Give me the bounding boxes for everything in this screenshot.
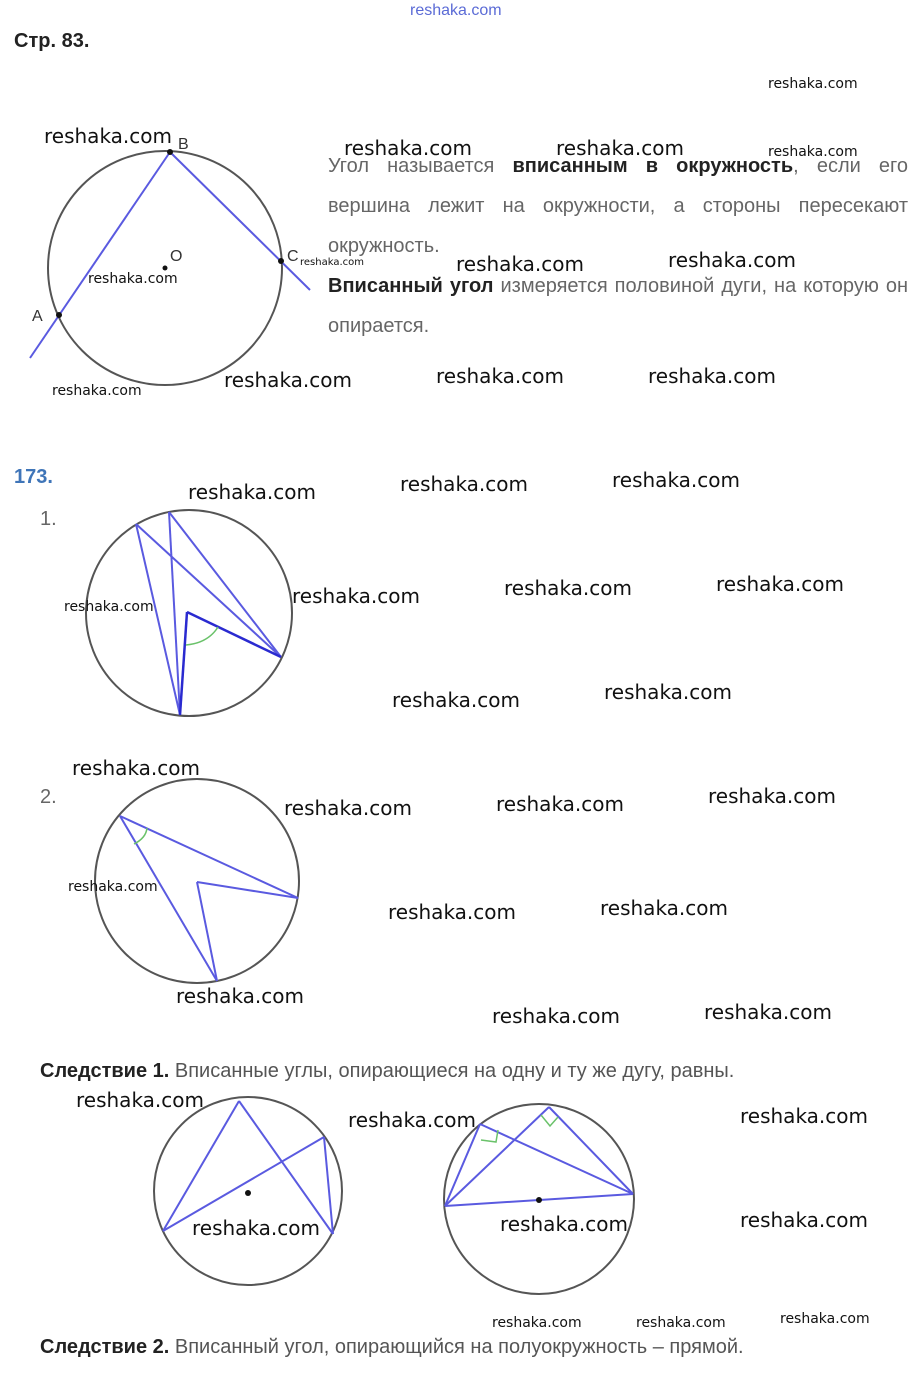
watermark: reshaka.com (44, 124, 172, 148)
watermark: reshaka.com (52, 383, 142, 399)
watermark: reshaka.com (68, 879, 158, 895)
watermark: reshaka.com (388, 900, 516, 924)
problem-number: 173. (14, 466, 53, 488)
watermark: reshaka.com (392, 688, 520, 712)
figure-corollary-1-a (150, 1095, 350, 1295)
item-2-label: 2. (40, 786, 57, 808)
watermark: reshaka.com (604, 680, 732, 704)
watermark: reshaka.com (636, 1315, 726, 1331)
label-b: B (178, 136, 189, 153)
label-c: C (287, 248, 299, 265)
watermark: reshaka.com (176, 984, 304, 1008)
watermark: reshaka.com (600, 896, 728, 920)
watermark: reshaka.com (492, 1315, 582, 1331)
watermark: reshaka.com (192, 1216, 320, 1240)
page-reference: Стр. 83. (14, 30, 90, 52)
watermark: reshaka.com (496, 792, 624, 816)
watermark: reshaka.com (716, 572, 844, 596)
watermark: reshaka.com (668, 248, 796, 272)
watermark: reshaka.com (64, 599, 154, 615)
watermark: reshaka.com (348, 1108, 476, 1132)
figure-inscribed-angle (0, 120, 330, 410)
watermark: reshaka.com (400, 472, 528, 496)
watermark: reshaka.com (292, 584, 420, 608)
watermark: reshaka.com (224, 368, 352, 392)
watermark: reshaka.com (780, 1311, 870, 1327)
watermark: reshaka.com (708, 784, 836, 808)
watermark: reshaka.com (740, 1104, 868, 1128)
watermark: reshaka.com (556, 136, 684, 160)
watermark: reshaka.com (740, 1208, 868, 1232)
watermark: reshaka.com (300, 257, 364, 268)
item-1-label: 1. (40, 508, 57, 530)
corollary-2: Следствие 2. Вписанный угол, опирающийся на полуокружность – прямой. (40, 1336, 744, 1358)
watermark: reshaka.com (76, 1088, 204, 1112)
watermark: reshaka.com (436, 364, 564, 388)
watermark: reshaka.com (768, 144, 858, 160)
watermark: reshaka.com (612, 468, 740, 492)
definition-text: Угол называется вписанным в окружность, если его вершина лежит на окружности, а стороны пересекают окружность. Вписанный угол измеряется половиной дуги, на которую он опирается. (328, 155, 908, 337)
watermark: reshaka.com (500, 1212, 628, 1236)
watermark: reshaka.com (284, 796, 412, 820)
watermark: reshaka.com (492, 1004, 620, 1028)
label-a: A (32, 308, 43, 325)
watermark: reshaka.com (188, 480, 316, 504)
label-o: O (170, 248, 183, 265)
watermark: reshaka.com (456, 252, 584, 276)
corollary-1: Следствие 1. Вписанные углы, опирающиеся на одну и ту же дугу, равны. (40, 1060, 735, 1082)
watermark: reshaka.com (344, 136, 472, 160)
watermark: reshaka.com (504, 576, 632, 600)
watermark: reshaka.com (88, 271, 178, 287)
watermark: reshaka.com (768, 76, 858, 92)
watermark: reshaka.com (704, 1000, 832, 1024)
watermark: reshaka.com (72, 756, 200, 780)
watermark: reshaka.com (648, 364, 776, 388)
site-watermark-top: reshaka.com (410, 2, 502, 19)
